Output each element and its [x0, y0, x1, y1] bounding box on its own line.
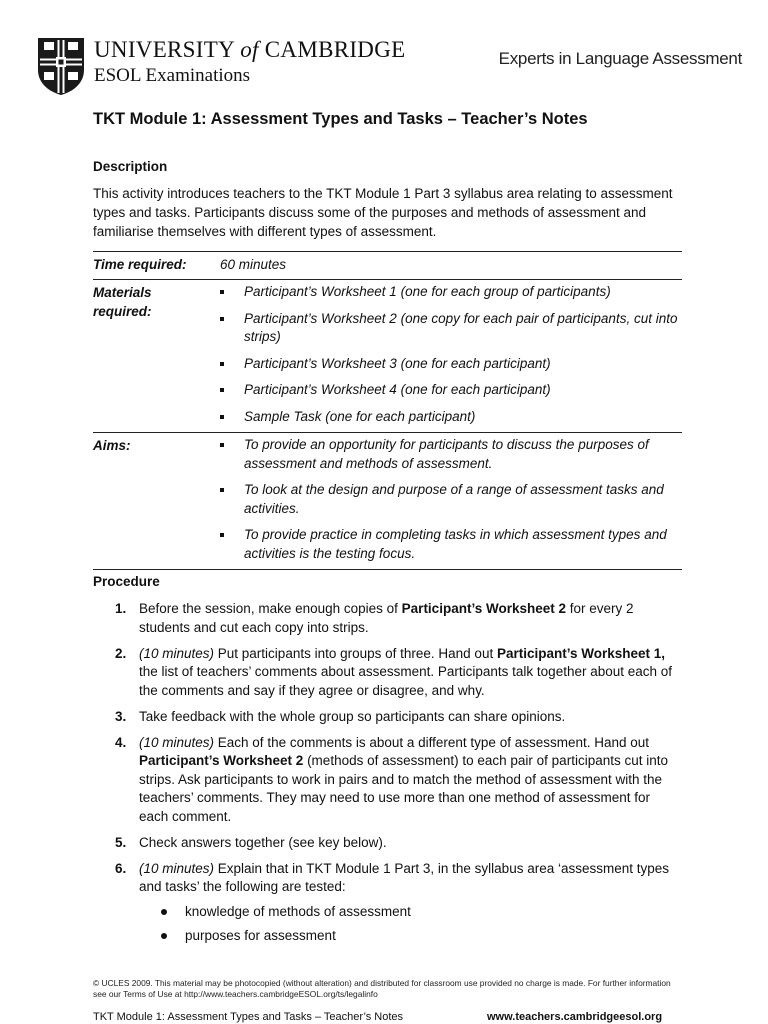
time-row — [93, 252, 682, 280]
aims-label: Aims: — [93, 438, 131, 453]
list-item: Participant’s Worksheet 1 (one for each group of participants) — [220, 283, 682, 302]
procedure-step: 3. Take feedback with the whole group so participants can share opinions. — [115, 708, 566, 724]
procedure-step: 2. (10 minutes) Put participants into groups of three. Hand out Participant’s Worksheet 1, the list of teachers’ comments about assessment. Participants talk together about each of the comments and say if they agree or disagree, and why. — [115, 645, 673, 698]
time-label: Time required: — [93, 257, 187, 272]
tagline: Experts in Language Assessment — [498, 49, 742, 68]
footer-document-title: TKT Module 1: Assessment Types and Tasks – Teacher’s Notes — [93, 1011, 403, 1023]
procedure-step: 1. Before the session, make enough copies of Participant’s Worksheet 2 for every 2 students and cut each copy into strips. — [115, 601, 634, 635]
materials-row — [93, 280, 682, 433]
procedure-step: 5. Check answers together (see key below). — [115, 834, 387, 850]
page-title: TKT Module 1: Assessment Types and Tasks – Teacher’s Notes — [93, 110, 588, 128]
list-item: Participant’s Worksheet 2 (one copy for each pair of participants, cut into strips) — [220, 310, 682, 347]
list-item: To provide an opportunity for participants to discuss the purposes of assessment and methods of assessment. — [220, 436, 682, 473]
procedure-list — [115, 600, 674, 953]
footer-website-link[interactable]: www.teachers.cambridgeesol.org — [487, 1011, 663, 1023]
procedure-step: 6. (10 minutes) Explain that in TKT Module 1 Part 3, in the syllabus area ‘assessment types and tasks’ the following are tested: knowledge of methods of assessment purposes for assessment — [139, 860, 674, 946]
procedure-heading: Procedure — [93, 574, 160, 589]
materials-label: Materials required: — [93, 285, 152, 319]
info-table — [93, 251, 682, 570]
aims-list — [220, 436, 682, 563]
list-item: Participant’s Worksheet 4 (one for each participant) — [220, 381, 682, 400]
list-item: To provide practice in completing tasks in which assessment types and activities is the testing focus. — [220, 526, 682, 563]
description-heading: Description — [93, 159, 168, 174]
exam-board-name: ESOL Examinations — [94, 65, 251, 86]
tested-areas-list — [139, 903, 674, 946]
list-item: knowledge of methods of assessment — [139, 903, 674, 922]
procedure-step: 4. (10 minutes) Each of the comments is about a different type of assessment. Hand out Participant’s Worksheet 2 (methods of assessment) to each pair of participants cut into strips. Ask participants to work in pairs and to match the method of assessment with the teachers’ comments. They may need to use more than one method of assessment for each comment. — [115, 734, 668, 824]
copyright-notice: © UCLES 2009. This material may be photocopied (without alteration) and distributed for classroom use provided no charge is made. For further information see our Terms of Use at http://www.teachers.cambridgeESOL.org/ts/legalinfo — [93, 978, 671, 999]
list-item: purposes for assessment — [139, 927, 674, 946]
university-name: UNIVERSITY of CAMBRIDGE — [94, 37, 406, 62]
aims-row — [93, 433, 682, 570]
list-item: Participant’s Worksheet 3 (one for each participant) — [220, 355, 682, 374]
list-item: Sample Task (one for each participant) — [220, 408, 682, 427]
materials-list — [220, 283, 682, 426]
page-header — [36, 36, 768, 100]
cambridge-crest-logo — [36, 36, 86, 96]
list-item: To look at the design and purpose of a range of assessment tasks and activities. — [220, 481, 682, 518]
time-value: 60 minutes — [220, 257, 287, 272]
description-text: This activity introduces teachers to the TKT Module 1 Part 3 syllabus area relating to assessment types and tasks. Participants discuss some of the purposes and methods of assessment and familiarise themselves with different types of assessment. — [93, 186, 673, 239]
